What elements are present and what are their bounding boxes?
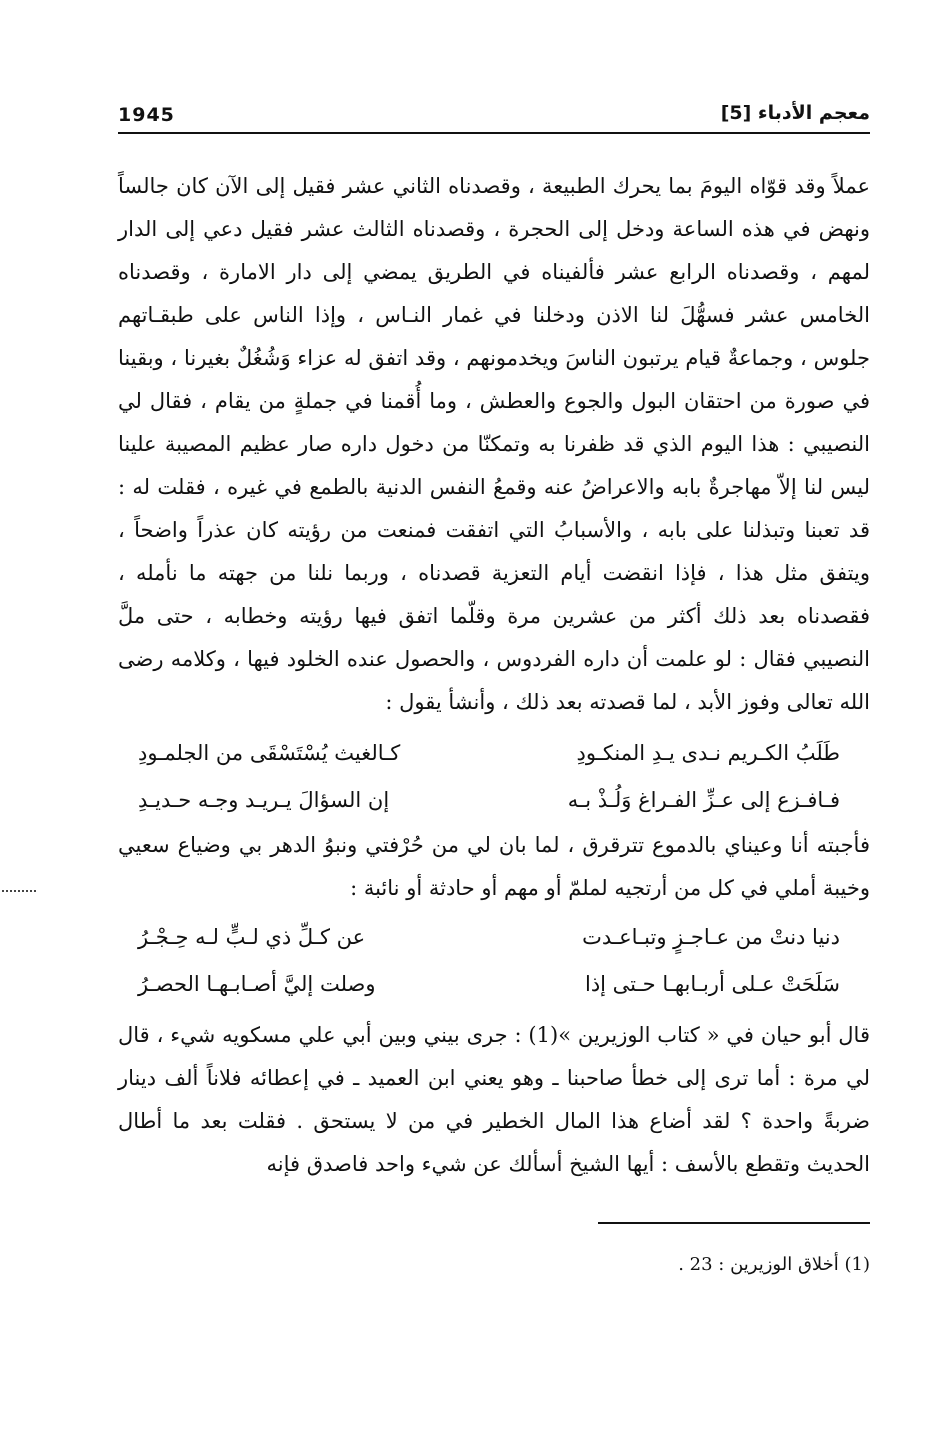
paragraph-3: قال أبو حيان في « كتاب الوزيرين »(1) : جرى بيني وبين أبي علي مسكويه شيء ، قال لي مرة : أما ترى إلى خطأ صاحبنا ـ وهو يعني ابن العميد ـ في إعطائه فلاناً ألف دينار ضربةً واحدة ؟ لقد أضاع هذا المال الخطير في من لا يستحق . فقلت بعد ما أطال الحديث وتقطع بالأسف : أيها الشيخ أسألك عن شيء واحد فاصدق فإنه (118, 1023, 870, 1176)
verse-line (118, 961, 870, 1008)
footnote-rule (598, 1222, 870, 1224)
verse-hemistich-left: إن السؤالَ يـريـد وجـه حـديـدِ (138, 788, 390, 812)
verse-block-1 (118, 730, 870, 824)
verse-hemistich-left: وصلت إليَّ أصـابـهـا الحصـرُ (138, 972, 376, 996)
running-title: معجم الأدباء [5] (720, 102, 870, 124)
margin-mark (2, 890, 36, 896)
footnote: (1) أخلاق الوزيرين : 23 . (678, 1254, 870, 1275)
verse-line (118, 730, 870, 777)
paragraph-1: عملاً وقد قوّاه اليومَ بما يحرك الطبيعة ، وقصدناه الثاني عشر فقيل إلى الآن كان جالساً ونهض في هذه الساعة ودخل إلى الحجرة ، وقصدناه الثالث عشر فقيل دعي إلى الدار لمهم ، وقصدناه الرابع عشر فألفيناه في الطريق يمضي إلى دار الامارة ، وقصدناه الخامس عشر فسهُّلَ لنا الاذن ودخلنا في غمار النـاس ، وإذا الناس على طبقـاتهم جلوس ، وجماعةٌ قيام يرتبون الناسَ ويخدمونهم ، وقد اتفق له عزاء وَشُغُلٌ بغيرنا ، وبقينا في صورة من احتقان البول والجوع والعطش ، وما أُقمنا في جملةٍ من يقام ، فقال لي النصيبي : هذا اليوم الذي قد ظفرنا به وتمكنّا من دخول داره صار عظيم المصيبة علينا ليس لنا إلاّ مهاجرةٌ بابه والاعراضُ عنه وقمعُ النفس الدنية بالطمع في غيره ، فقلت له : قد تعبنا وتبذلنا على بابه ، والأسبابُ التي اتفقت فمنعت من رؤيته كان عذراً واضحاً ، ويتفق مثل هذا ، فإذا انقضت أيام التعزية قصدناه ، وربما نلنا من جهته ما نأمله ، فقصدناه بعد ذلك أكثر من عشرين مرة وقلّما اتفق فيها رؤيته وخطابه ، حتى ملَّ النصيبي فقال : لو علمت أن داره الفردوس ، والحصول عنده الخلود فيها ، وكلامه رضى الله تعالى وفوز الأبد ، لما قصدته بعد ذلك ، وأنشأ يقول : (118, 174, 870, 714)
verse-hemistich-right: فـافـزع إلى عـزِّ الفـراغ وَلُـذْ بـه (567, 788, 840, 812)
verse-hemistich-right: سَلَحَتْ عـلى أربـابهـا حـتى إذا (584, 972, 840, 996)
verse-block-2 (118, 914, 870, 1008)
verse-hemistich-left: كـالغيث يُسْتَسْقَى من الجلمـودِ (138, 741, 401, 765)
page-number: 1945 (118, 104, 175, 126)
verse-line (118, 914, 870, 961)
header-rule (118, 132, 870, 134)
verse-hemistich-right: طَلَبُ الكـريم نـدى يـدِ المنكـودِ (576, 741, 840, 765)
verse-hemistich-left: عن كـلِّ ذي لـبٍّ لـه حِـجْـرُ (138, 925, 366, 949)
page-header (118, 100, 870, 134)
body-text (118, 165, 870, 1186)
verse-line (118, 777, 870, 824)
paragraph-2: فأجبته أنا وعيناي بالدموع تترقرق ، لما بان لي من حُرْفتي ونبوُ الدهر بي وضياع سعيي وخيبة أملي في كل من أرتجيه لملمّ أو مهم أو حادثة أو نائبة : (118, 833, 870, 900)
verse-hemistich-right: دنيا دنتْ من عـاجـزٍ وتبـاعـدت (582, 925, 840, 949)
